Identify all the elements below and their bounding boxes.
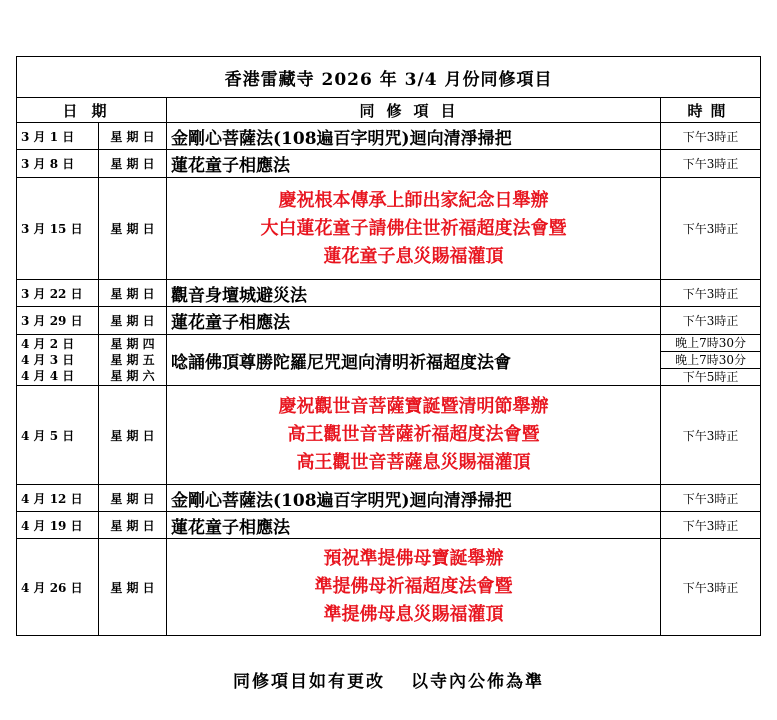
row-weekday: 星 期 日 <box>99 539 167 636</box>
highlight-line: 高王觀世音菩薩息災賜福灌頂 <box>296 452 531 473</box>
row-time: 晚上7時30分 <box>661 352 760 369</box>
highlight-line: 蓮花童子息災賜福灌頂 <box>323 245 504 267</box>
row-date: 3 月 1 日 <box>17 123 99 150</box>
row-time: 晚上7時30分 <box>661 335 760 352</box>
table-row <box>17 539 761 636</box>
row-weekday: 星 期 日 <box>99 307 167 335</box>
row-item: 金剛心菩薩法(108遍百字明咒)迴向清淨掃把 <box>167 485 661 512</box>
row-weekday: 星 期 六 <box>110 369 155 383</box>
row-item-highlight <box>167 539 661 636</box>
row-time: 下午3時正 <box>661 485 761 512</box>
highlight-line: 慶祝根本傳承上師出家紀念日舉辦 <box>278 189 549 211</box>
row-time: 下午3時正 <box>661 307 761 335</box>
row-date: 3 月 8 日 <box>17 150 99 178</box>
row-item-highlight <box>167 386 661 485</box>
table-row <box>17 280 761 307</box>
footer-note <box>0 667 777 692</box>
row-weekdays <box>99 335 167 386</box>
row-weekday: 星 期 日 <box>99 150 167 178</box>
schedule-table <box>16 56 761 636</box>
row-date: 4 月 26 日 <box>17 539 99 636</box>
row-weekday: 星 期 日 <box>99 280 167 307</box>
row-date: 4 月 19 日 <box>17 512 99 539</box>
highlight-line: 準提佛母祈福超度法會暨 <box>314 576 513 597</box>
row-times <box>661 335 761 386</box>
row-weekday: 星 期 五 <box>110 353 155 367</box>
table-row <box>17 123 761 150</box>
row-time: 下午3時正 <box>661 512 761 539</box>
row-time: 下午3時正 <box>661 539 761 636</box>
row-item-highlight <box>167 178 661 280</box>
highlight-line: 大白蓮花童子請佛住世祈福超度法會暨 <box>260 217 567 239</box>
page-title: 香港雷藏寺 2026 年 3/4 月份同修項目 <box>17 57 761 98</box>
footer-right: 以寺內公佈為準 <box>411 672 544 692</box>
table-row <box>17 178 761 280</box>
row-date: 4 月 4 日 <box>21 369 75 383</box>
row-time: 下午3時正 <box>661 386 761 485</box>
row-item: 金剛心菩薩法(108遍百字明咒)迴向清淨掃把 <box>167 123 661 150</box>
row-date: 3 月 29 日 <box>17 307 99 335</box>
table-row <box>17 386 761 485</box>
row-item: 蓮花童子相應法 <box>167 150 661 178</box>
table-row <box>17 485 761 512</box>
highlight-line: 慶祝觀世音菩薩寶誕暨清明節舉辦 <box>278 396 549 417</box>
row-weekday: 星 期 日 <box>99 178 167 280</box>
header-date: 日期 <box>17 98 167 123</box>
row-date: 3 月 15 日 <box>17 178 99 280</box>
schedule-sheet <box>16 56 760 636</box>
row-weekday: 星 期 日 <box>99 485 167 512</box>
row-time: 下午3時正 <box>661 280 761 307</box>
row-date: 4 月 2 日 <box>21 337 75 351</box>
row-time: 下午3時正 <box>661 178 761 280</box>
table-row <box>17 150 761 178</box>
row-item: 蓮花童子相應法 <box>167 307 661 335</box>
row-item: 唸誦佛頂尊勝陀羅尼咒迴向清明祈福超度法會 <box>167 335 661 386</box>
row-weekday: 星 期 四 <box>110 337 155 351</box>
table-row <box>17 335 761 386</box>
row-weekday: 星 期 日 <box>99 386 167 485</box>
row-weekday: 星 期 日 <box>99 123 167 150</box>
highlight-line: 高王觀世音菩薩祈福超度法會暨 <box>287 424 540 445</box>
row-time: 下午5時正 <box>682 370 739 384</box>
row-date: 4 月 5 日 <box>17 386 99 485</box>
row-date: 4 月 3 日 <box>21 353 75 367</box>
table-header <box>17 98 761 123</box>
table-row <box>17 307 761 335</box>
row-dates <box>17 335 99 386</box>
row-date: 3 月 22 日 <box>17 280 99 307</box>
row-item: 觀音身壇城避災法 <box>167 280 661 307</box>
header-time: 時間 <box>661 98 761 123</box>
footer-left: 同修項目如有更改 <box>233 672 385 692</box>
table-row <box>17 512 761 539</box>
row-item: 蓮花童子相應法 <box>167 512 661 539</box>
row-date: 4 月 12 日 <box>17 485 99 512</box>
header-item: 同修項目 <box>167 98 661 123</box>
highlight-line: 準提佛母息災賜福灌頂 <box>323 604 504 625</box>
row-weekday: 星 期 日 <box>99 512 167 539</box>
row-time: 下午3時正 <box>661 123 761 150</box>
highlight-line: 預祝準提佛母寶誕舉辦 <box>323 548 504 569</box>
row-time: 下午3時正 <box>661 150 761 178</box>
